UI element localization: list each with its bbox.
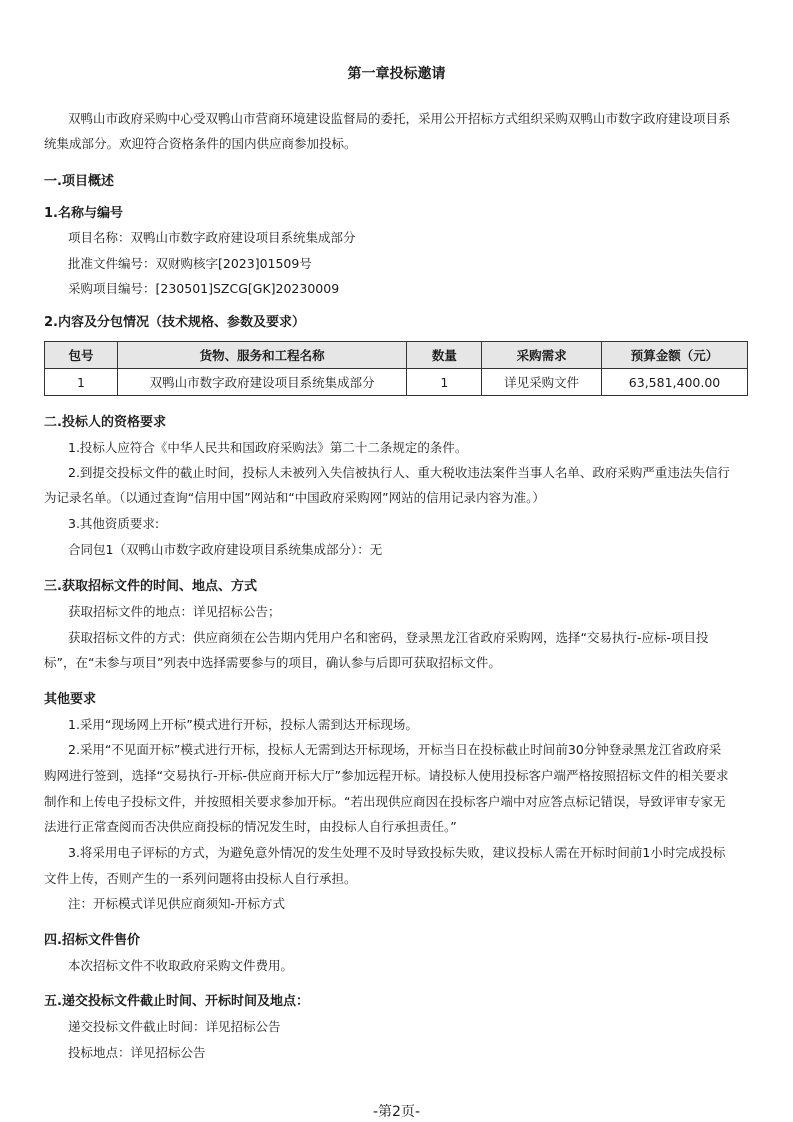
cell-name: 双鸭山市数字政府建设项目系统集成部分	[117, 369, 406, 396]
col-header-package: 包号	[45, 342, 118, 369]
package-table	[44, 341, 748, 396]
col-header-quantity: 数量	[407, 342, 482, 369]
qualification-3: 3.其他资质要求:	[68, 516, 160, 531]
section-heading-overview: 一.项目概述	[44, 174, 114, 189]
qualification-2a: 2.到提交投标文件的截止时间，投标人未被列入失信被执行人、重大税收违法案件当事人名单、政府采购严重违法失信行	[68, 465, 730, 480]
qualification-1: 1.投标人应符合《中华人民共和国政府采购法》第二十二条规定的条件。	[68, 440, 468, 455]
project-name: 项目名称：双鸭山市数字政府建设项目系统集成部分	[68, 230, 356, 245]
other-3b: 文件上传，否则产生的一系列问题将由投标人自行承担。	[44, 871, 357, 886]
obtain-location: 获取招标文件的地点：详见招标公告；	[68, 604, 281, 619]
other-2a: 2.采用“不见面开标”模式进行开标，投标人无需到达开标现场，开标当日在投标截止时间前30分钟登录黑龙江省政府采	[68, 742, 722, 757]
price-text: 本次招标文件不收取政府采购文件费用。	[68, 958, 294, 973]
qualification-4: 合同包1（双鸭山市数字政府建设项目系统集成部分）：无	[68, 542, 383, 557]
subheading-packages: 2.内容及分包情况（技术规格、参数及要求）	[44, 315, 305, 330]
other-2b: 购网进行签到，选择“交易执行-开标-供应商开标大厅”参加远程开标。请投标人使用投标客户端严格按照招标文件的相关要求	[44, 768, 729, 783]
section-heading-other: 其他要求	[44, 692, 97, 707]
intro-line-1: 双鸭山市政府采购中心受双鸭山市营商环境建设监督局的委托，采用公开招标方式组织采购双鸭山市数字政府建设项目系	[68, 111, 731, 126]
cell-package: 1	[45, 369, 118, 396]
table-row	[45, 369, 748, 396]
procurement-number: 采购项目编号：[230501]SZCG[GK]20230009	[68, 281, 340, 296]
other-2c: 制作和上传电子投标文件，并按照相关要求参加开标。“若出现供应商因在投标客户端中对应答点标记错误，导致评审专家无	[44, 794, 726, 809]
col-header-budget: 预算金额（元）	[602, 342, 748, 369]
bid-location-text: 投标地点：详见招标公告	[68, 1045, 206, 1060]
other-1: 1.采用“现场网上开标”模式进行开标，投标人需到达开标现场。	[68, 717, 418, 732]
obtain-method-b: 标”，在“未参与项目”列表中选择需要参与的项目，确认参与后即可获取招标文件。	[44, 655, 501, 670]
section-heading-qualifications: 二.投标人的资格要求	[44, 415, 166, 430]
cell-requirement: 详见采购文件	[482, 369, 602, 396]
other-note: 注：开标模式详见供应商须知-开标方式	[68, 896, 286, 911]
other-3a: 3.将采用电子评标的方式，为避免意外情况的发生处理不及时导致投标失败，建议投标人需在开标时间前1小时完成投标	[68, 845, 726, 860]
deadline-text: 递交投标文件截止时间：详见招标公告	[68, 1019, 281, 1034]
col-header-name: 货物、服务和工程名称	[117, 342, 406, 369]
page-number: -第2页-	[372, 1104, 420, 1120]
qualification-2b: 为记录名单。（以通过查询“信用中国”网站和“中国政府采购网”网站的信用记录内容为准。）	[44, 490, 545, 505]
chapter-title: 第一章投标邀请	[347, 66, 446, 82]
obtain-method-a: 获取招标文件的方式：供应商须在公告期内凭用户名和密码，登录黑龙江省政府采购网，选择“交易执行-应标-项目投	[68, 630, 709, 645]
cell-quantity: 1	[407, 369, 482, 396]
section-heading-deadline: 五.递交投标文件截止时间、开标时间及地点：	[44, 994, 309, 1009]
approval-number: 批准文件编号：双财购核字[2023]01509号	[68, 256, 312, 271]
intro-line-2: 统集成部分。欢迎符合资格条件的国内供应商参加投标。	[44, 136, 357, 151]
cell-budget: 63,581,400.00	[602, 369, 748, 396]
section-heading-obtain: 三.获取招标文件的时间、地点、方式	[44, 579, 257, 594]
subheading-name-number: 1.名称与编号	[44, 206, 123, 221]
other-2d: 法进行正常查阅而否决供应商投标的情况发生时，由投标人自行承担责任。”	[44, 819, 457, 834]
section-heading-price: 四.招标文件售价	[44, 933, 140, 948]
col-header-requirement: 采购需求	[482, 342, 602, 369]
table-header-row	[45, 342, 748, 369]
